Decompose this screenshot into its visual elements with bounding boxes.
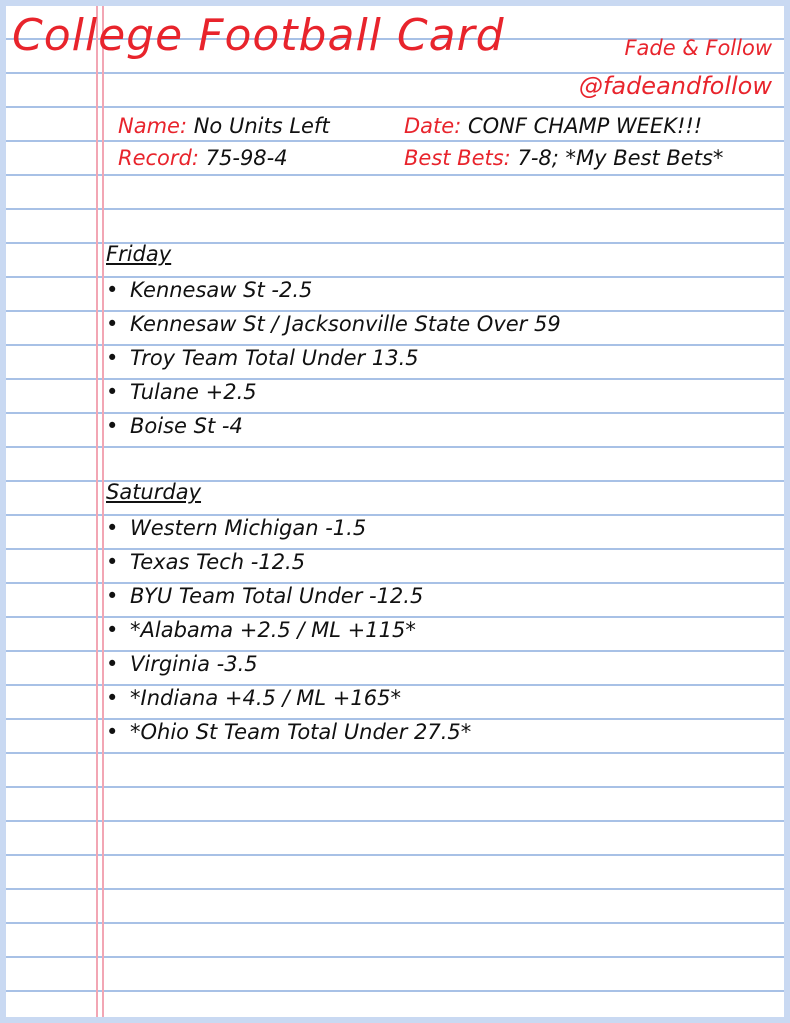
list-item <box>106 584 423 608</box>
brand-name: Fade & Follow <box>624 36 772 60</box>
page-title: College Football Card <box>12 10 505 61</box>
brand-handle: @fadeandfollow <box>578 72 772 100</box>
best-bets-label: Best Bets: <box>404 146 511 170</box>
list-item <box>106 346 419 370</box>
list-item <box>106 278 312 302</box>
pick-text: Troy Team Total Under 13.5 <box>130 346 419 370</box>
bullet: • <box>106 380 119 404</box>
best-bets-value: 7-8; *My Best Bets* <box>517 146 724 170</box>
pick-text: *Indiana +4.5 / ML +165* <box>130 686 401 710</box>
pick-text: Virginia -3.5 <box>130 652 258 676</box>
list-item <box>106 720 471 744</box>
record-value: 75-98-4 <box>205 146 288 170</box>
pick-text: Texas Tech -12.5 <box>130 550 306 574</box>
saturday-heading: Saturday <box>106 480 202 504</box>
pick-text: *Ohio St Team Total Under 27.5* <box>130 720 472 744</box>
record-label: Record: <box>118 146 199 170</box>
pick-text: Kennesaw St -2.5 <box>130 278 313 302</box>
list-item <box>106 516 366 540</box>
name-field <box>118 114 330 138</box>
bullet: • <box>106 312 119 336</box>
pick-text: BYU Team Total Under -12.5 <box>130 584 424 608</box>
bullet: • <box>106 686 119 710</box>
bullet: • <box>106 516 119 540</box>
margin-line <box>102 6 104 1017</box>
bullet: • <box>106 278 119 302</box>
best-bets-field <box>404 146 723 170</box>
pick-text: Tulane +2.5 <box>130 380 257 404</box>
margin-line <box>96 6 98 1017</box>
list-item <box>106 550 305 574</box>
list-item <box>106 312 561 336</box>
list-item <box>106 652 258 676</box>
list-item <box>106 686 401 710</box>
name-label: Name: <box>118 114 188 138</box>
pick-text: *Alabama +2.5 / ML +115* <box>130 618 416 642</box>
bullet: • <box>106 346 119 370</box>
name-value: No Units Left <box>193 114 330 138</box>
bullet: • <box>106 550 119 574</box>
pick-text: Kennesaw St / Jacksonville State Over 59 <box>130 312 561 336</box>
list-item <box>106 414 243 438</box>
bullet: • <box>106 414 119 438</box>
pick-text: Boise St -4 <box>130 414 243 438</box>
record-field <box>118 146 288 170</box>
list-item <box>106 380 257 404</box>
date-value: CONF CHAMP WEEK!!! <box>467 114 703 138</box>
date-field <box>404 114 702 138</box>
list-item <box>106 618 416 642</box>
notebook-page <box>6 6 784 1017</box>
bullet: • <box>106 720 119 744</box>
bullet: • <box>106 618 119 642</box>
bullet: • <box>106 584 119 608</box>
bullet: • <box>106 652 119 676</box>
pick-text: Western Michigan -1.5 <box>130 516 367 540</box>
date-label: Date: <box>404 114 462 138</box>
friday-heading: Friday <box>106 242 172 266</box>
